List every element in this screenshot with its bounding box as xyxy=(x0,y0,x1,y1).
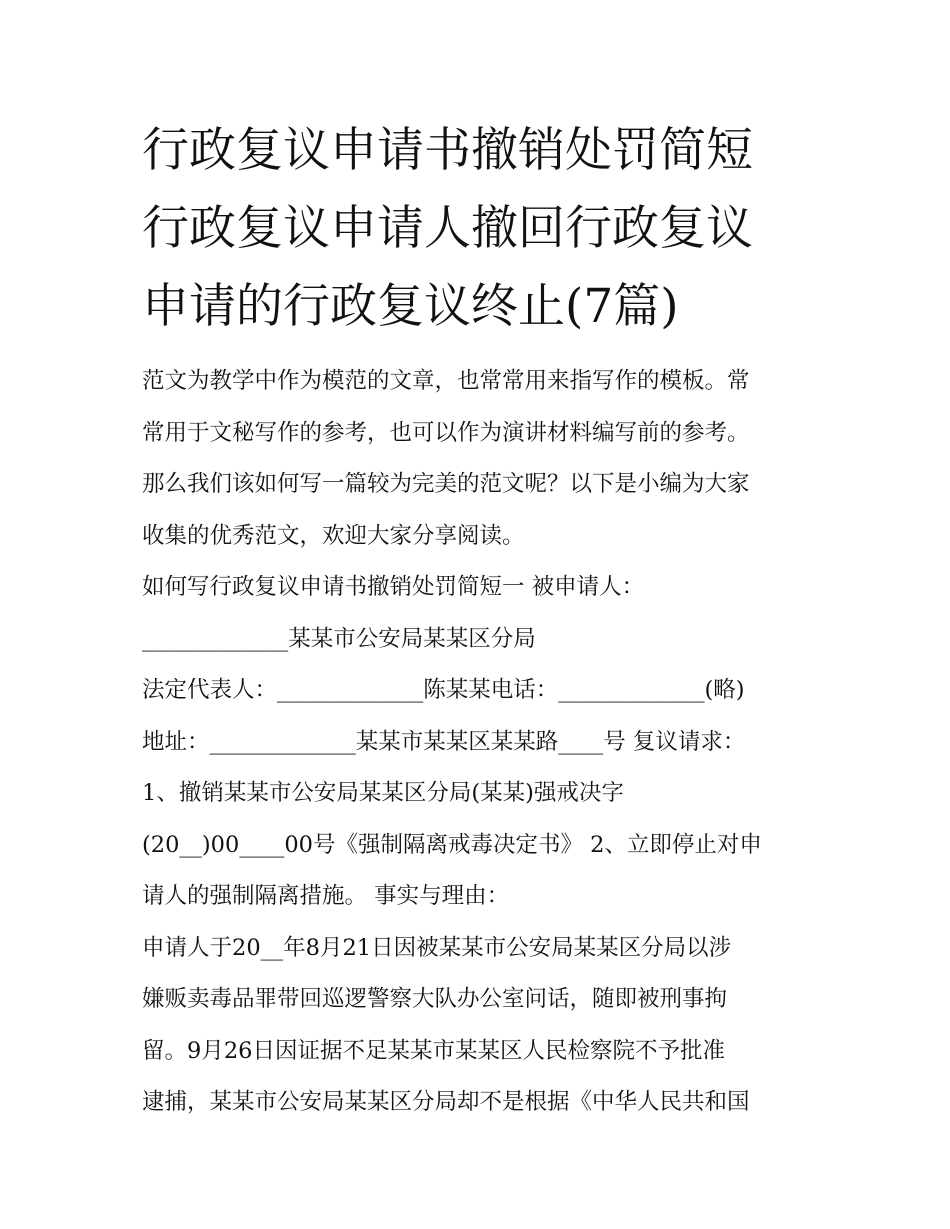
body-line-1: 范文为教学中作为模范的文章，也常常用来指写作的模板。常 xyxy=(142,368,750,394)
body-line-13: 嫌贩卖毒品罪带回巡逻警察大队办公室问话，随即被刑事拘 xyxy=(142,986,728,1012)
document-body xyxy=(142,356,822,1129)
title-line-1: 行政复议申请书撤销处罚简短 xyxy=(142,123,753,178)
body-line-8: 地址：_____________某某市某某区某某路____号 复议请求： xyxy=(142,728,746,755)
title-line-2: 行政复议申请人撤回行政复议 xyxy=(142,201,753,256)
body-line-10: (20__)00____00号《强制隔离戒毒决定书》 2、立即停止对申 xyxy=(142,831,762,858)
body-line-7: 法定代表人：_____________陈某某电话：_____________(略) xyxy=(142,677,745,703)
body-line-4: 收集的优秀范文，欢迎大家分享阅读。 xyxy=(142,522,525,549)
body-line-12: 申请人于20__年8月21日因被某某市公安局某某区分局以涉 xyxy=(142,934,732,961)
body-line-9: 1、撤销某某市公安局某某区分局(某某)强戒决字 xyxy=(142,780,624,806)
body-line-14: 留。9月26日因证据不足某某市某某区人民检察院不予批准 xyxy=(142,1037,725,1064)
title-line-3: 申请的行政复议终止(7篇) xyxy=(142,279,679,334)
body-line-3: 那么我们该如何写一篇较为完美的范文呢？以下是小编为大家 xyxy=(142,471,750,497)
body-line-2: 常用于文秘写作的参考，也可以作为演讲材料编写前的参考。 xyxy=(142,419,750,446)
body-line-15: 逮捕，某某市公安局某某区分局却不是根据《中华人民共和国 xyxy=(142,1089,750,1115)
body-line-11: 请人的强制隔离措施。 事实与理由： xyxy=(142,883,510,909)
body-line-5: 如何写行政复议申请书撤销处罚简短一 被申请人： xyxy=(142,574,645,600)
body-line-6: _____________某某市公安局某某区分局 xyxy=(142,625,536,652)
document-title xyxy=(142,112,842,346)
